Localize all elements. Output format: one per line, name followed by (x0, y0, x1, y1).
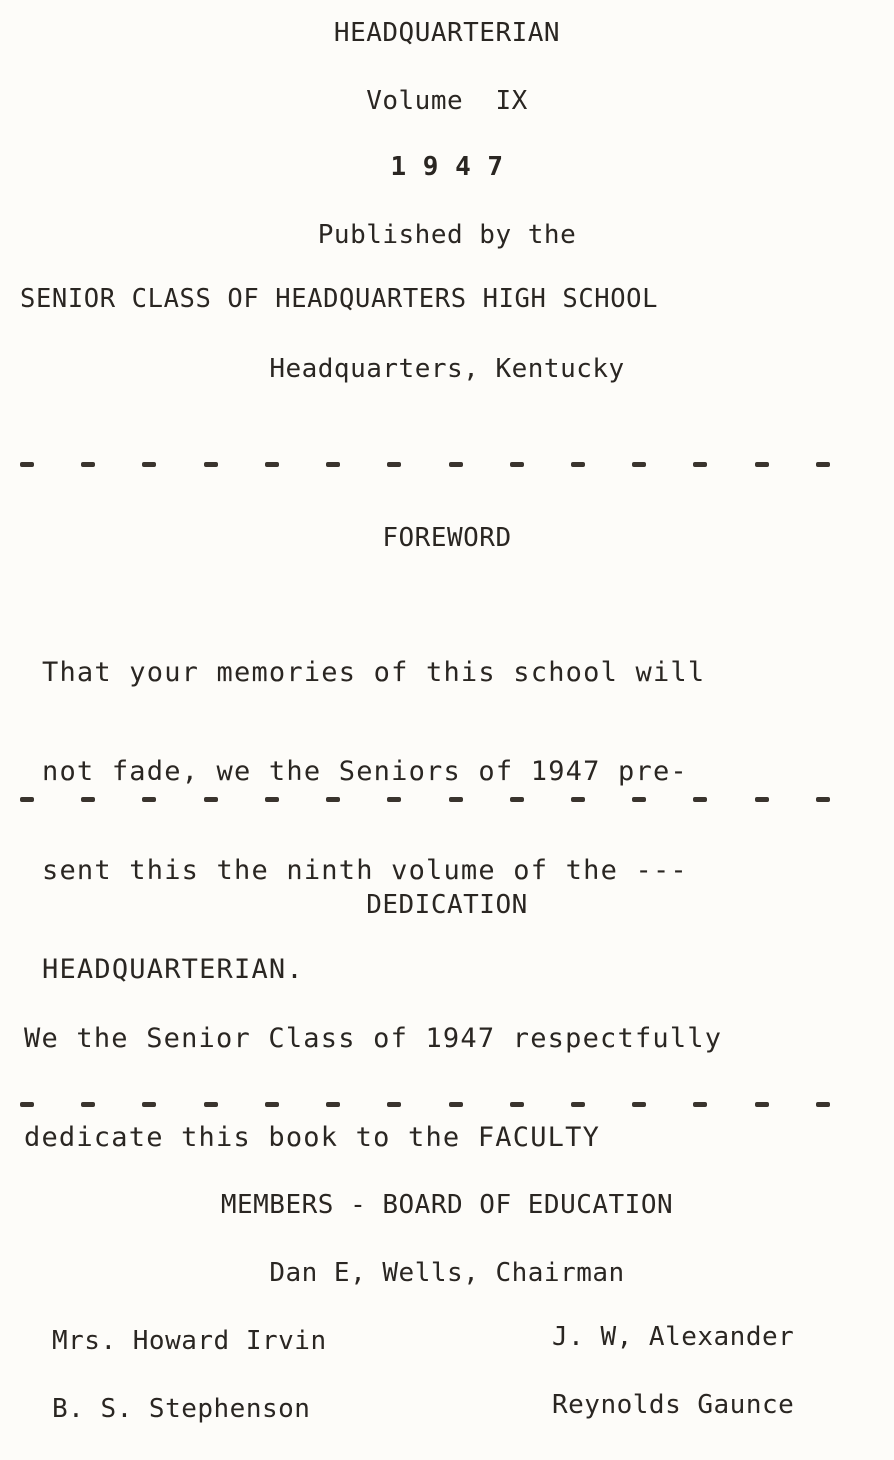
foreword-line: not fade, we the Seniors of 1947 pre- (42, 756, 688, 787)
divider-1 (20, 462, 830, 468)
volume-number: Volume IX (366, 86, 528, 116)
board-member: Mrs. Howard Irvin (52, 1326, 327, 1356)
publisher-location: Headquarters, Kentucky (269, 354, 625, 384)
divider-3 (20, 1102, 830, 1108)
foreword-line: sent this the ninth volume of the --- (42, 855, 688, 886)
foreword-line: HEADQUARTERIAN. (42, 954, 304, 985)
foreword-heading: FOREWORD (382, 523, 512, 553)
dedication-line: dedicate this book to the FACULTY (24, 1122, 601, 1153)
publication-year: 1 9 4 7 (390, 152, 504, 182)
dedication-text (24, 956, 722, 1220)
publication-title: HEADQUARTERIAN (333, 18, 561, 48)
dedication-heading: DEDICATION (366, 890, 528, 920)
board-chairman: Dan E, Wells, Chairman (269, 1258, 625, 1288)
board-heading: MEMBERS - BOARD OF EDUCATION (220, 1190, 674, 1220)
publisher-name: SENIOR CLASS OF HEADQUARTERS HIGH SCHOOL (20, 284, 659, 314)
published-by-line: Published by the (317, 220, 577, 250)
board-member: J. W, Alexander (552, 1322, 795, 1352)
foreword-line: That your memories of this school will (42, 657, 706, 688)
divider-2 (20, 797, 830, 803)
board-member: Reynolds Gaunce (552, 1390, 795, 1420)
dedication-line: We the Senior Class of 1947 respectfully (24, 1023, 723, 1054)
board-member: B. S. Stephenson (52, 1394, 311, 1424)
